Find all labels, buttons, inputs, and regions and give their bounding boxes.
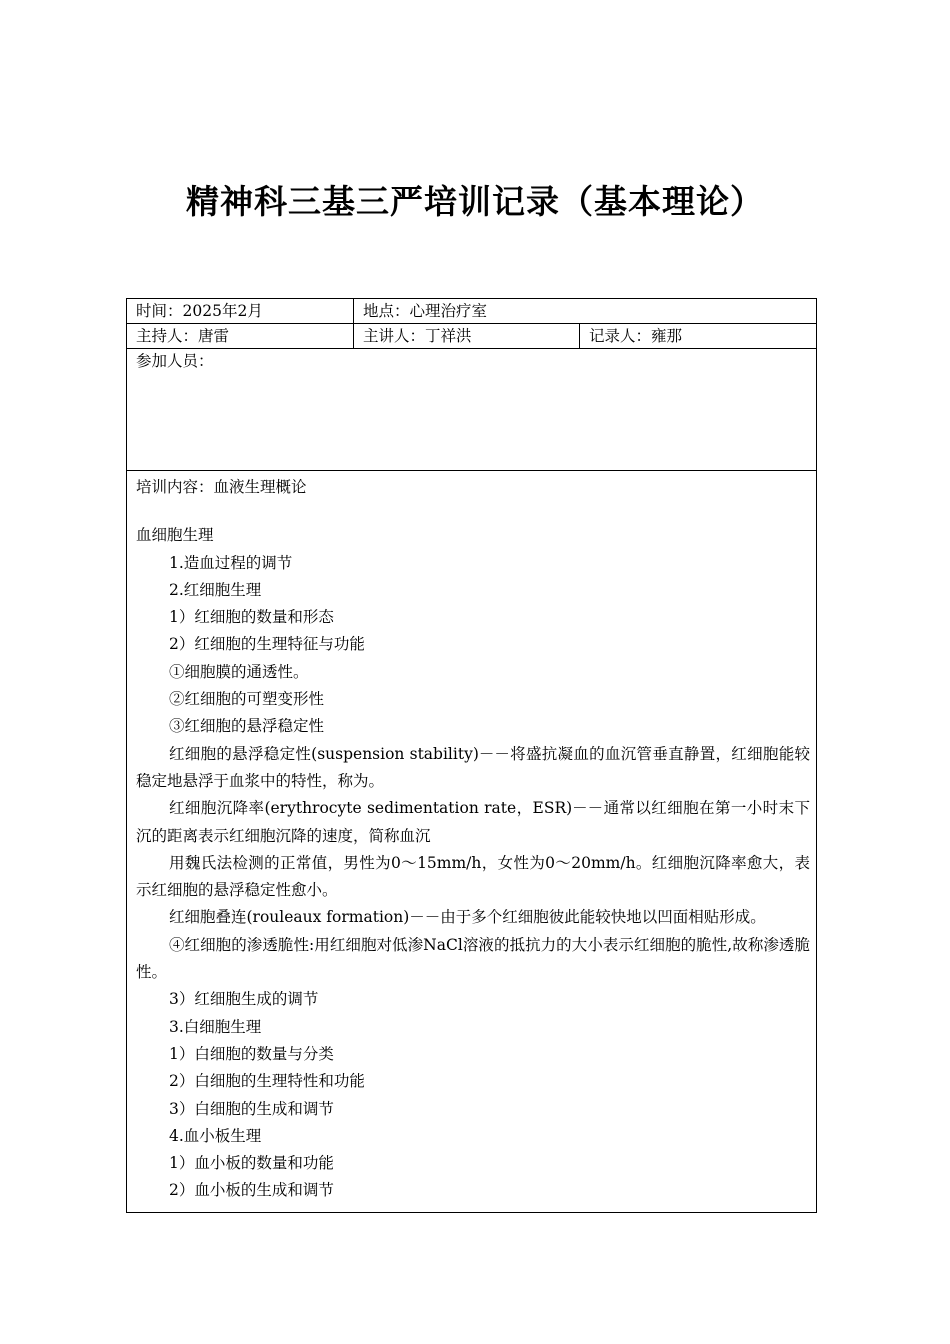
section-title: 血细胞生理 [136, 526, 214, 545]
content-line: 1）白细胞的数量与分类 [169, 1044, 334, 1063]
host-cell [127, 324, 354, 349]
page-title: 精神科三基三严培训记录（基本理论） [186, 182, 764, 221]
speaker-cell [354, 324, 580, 349]
training-record-table [126, 298, 817, 1213]
content-line: 3）红细胞生成的调节 [169, 990, 319, 1009]
content-heading [136, 474, 812, 501]
location-value: 心理治疗室 [409, 302, 488, 320]
time-cell [127, 299, 354, 324]
content-line: 4.血小板生理 [169, 1126, 262, 1145]
content-line: 2.红细胞生理 [169, 580, 262, 599]
content-line: 2）白细胞的生理特性和功能 [169, 1072, 365, 1091]
row-attendees [127, 349, 817, 471]
content-paragraph: 用魏氏法检测的正常值，男性为0～15mm/h，女性为0～20mm/h。红细胞沉降率愈大，表示红细胞的悬浮稳定性愈小。 [136, 853, 810, 900]
row-content [127, 471, 817, 1213]
content-line: 1）红细胞的数量和形态 [169, 608, 334, 627]
content-paragraph: ④红细胞的渗透脆性:用红细胞对低渗NaCl溶液的抵抗力的大小表示红细胞的脆性,故称渗透脆性。 [136, 935, 810, 982]
content-line: 1.造血过程的调节 [169, 553, 293, 572]
recorder-value: 雍那 [651, 327, 683, 345]
content-line: ①细胞膜的通透性。 [169, 662, 309, 681]
content-line: ②红细胞的可塑变形性 [169, 690, 325, 709]
row-time-location [127, 299, 817, 324]
host-label: 主持人： [136, 327, 199, 345]
content-paragraph: 红细胞叠连(rouleaux formation)－－由于多个红细胞彼此能较快地以凹面相贴形成。 [169, 908, 766, 927]
time-value: 2025年2月 [182, 302, 263, 320]
content-line: ③红细胞的悬浮稳定性 [169, 717, 325, 736]
content-line: 3.白细胞生理 [169, 1017, 262, 1036]
row-people [127, 324, 817, 349]
attendees-label: 参加人员： [136, 352, 214, 370]
content-heading-value: 血液生理概论 [213, 478, 307, 496]
speaker-value: 丁祥洪 [425, 327, 472, 345]
content-line: 1）血小板的数量和功能 [169, 1154, 334, 1173]
content-line: 2）血小板的生成和调节 [169, 1181, 334, 1200]
host-value: 唐雷 [198, 327, 230, 345]
recorder-label: 记录人： [589, 327, 652, 345]
content-heading-label: 培训内容： [136, 478, 214, 496]
content-paragraph: 红细胞的悬浮稳定性(suspension stability)－－将盛抗凝血的血沉管垂直静置，红细胞能较稳定地悬浮于血浆中的特性，称为。 [136, 744, 810, 790]
spacer [136, 501, 812, 522]
content-cell [127, 471, 817, 1213]
content-paragraph: 红细胞沉降率(erythrocyte sedimentation rate，ESR)－－通常以红细胞在第一小时末下沉的距离表示红细胞沉降的速度，简称血沉 [136, 799, 810, 845]
content-line: 2）红细胞的生理特征与功能 [169, 635, 365, 654]
time-label: 时间： [136, 302, 183, 320]
attendees-cell [127, 349, 817, 471]
recorder-cell [580, 324, 817, 349]
location-label: 地点： [363, 302, 410, 320]
content-line: 3）白细胞的生成和调节 [169, 1099, 334, 1118]
speaker-label: 主讲人： [363, 327, 426, 345]
location-cell [354, 299, 817, 324]
